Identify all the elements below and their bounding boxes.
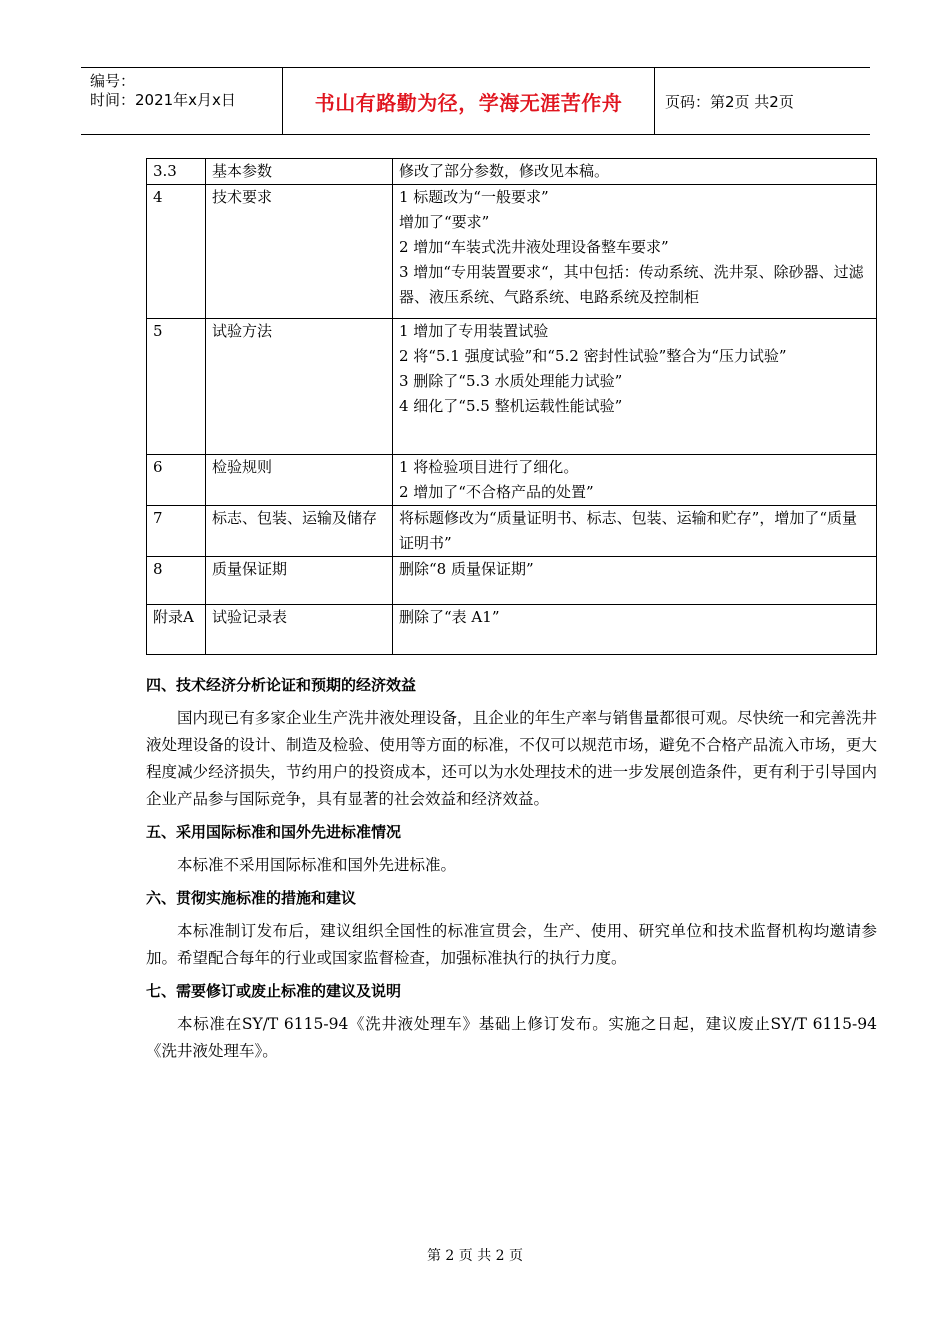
section-heading: 六、贯彻实施标准的措施和建议 <box>146 889 357 907</box>
row-number: 7 <box>147 506 206 557</box>
row-number: 3.3 <box>147 159 206 185</box>
section-paragraph: 本标准制订发布后，建议组织全国性的标准宣贯会，生产、使用、研究单位和技术监督机构均邀请参加。希望配合每年的行业或国家监督检查，加强标准执行的执行力度。 <box>146 922 877 967</box>
change-line: 3 增加“专用装置要求“，其中包括：传动系统、洗井泵、除砂器、过滤器、液压系统、气路系统、电路系统及控制柜 <box>399 263 864 306</box>
section-heading: 五、采用国际标准和国外先进标准情况 <box>146 823 402 841</box>
table-row <box>147 506 877 557</box>
row-number: 8 <box>147 557 206 605</box>
document-date-label: 时间：2021年x月x日 <box>90 91 236 109</box>
header-motto: 书山有路勤为径，学海无涯苦作舟 <box>283 68 655 134</box>
section-paragraph: 国内现已有多家企业生产洗井液处理设备，且企业的年生产率与销售量都很可观。尽快统一和完善洗井液处理设备的设计、制造及检验、使用等方面的标准，不仅可以规范市场，避免不合格产品流入市场，更大程度减少经济损失，节约用户的投资成本，还可以为水处理技术的进一步发展创造条件，更有利于引导国内企业产品参与国际竞争，具有显著的社会效益和经济效益。 <box>146 709 877 808</box>
table-row <box>147 557 877 605</box>
table-row <box>147 455 877 506</box>
row-changes <box>393 455 877 506</box>
change-line: 将标题修改为“质量证明书、标志、包装、运输和贮存”，增加了“质量证明书” <box>399 509 858 552</box>
revision-table <box>146 158 877 655</box>
change-line: 删除了“表 A1” <box>399 608 500 626</box>
row-number: 5 <box>147 319 206 455</box>
document-body <box>146 672 877 1071</box>
section-heading: 四、技术经济分析论证和预期的经济效益 <box>146 676 417 694</box>
row-number: 6 <box>147 455 206 506</box>
revision-table-body <box>147 159 877 655</box>
page-footer: 第 2 页 共 2 页 <box>426 1248 524 1264</box>
change-line: 2 增加了“不合格产品的处置” <box>399 483 594 501</box>
section-paragraph: 本标准在SY/T 6115-94《洗井液处理车》基础上修订发布。实施之日起，建议废止SY/T 6115-94《洗井液处理车》。 <box>146 1015 877 1060</box>
change-line: 修改了部分参数，修改见本稿。 <box>399 162 610 180</box>
change-line: 4 细化了“5.5 整机运载性能试验” <box>399 397 623 415</box>
table-row <box>147 159 877 185</box>
change-line: 3 删除了“5.3 水质处理能力试验” <box>399 372 623 390</box>
row-item: 标志、包装、运输及储存 <box>206 506 393 557</box>
table-row <box>147 185 877 319</box>
row-item: 基本参数 <box>206 159 393 185</box>
change-line: 1 标题改为“一般要求” <box>399 188 549 206</box>
document-number-label: 编号： <box>90 72 136 90</box>
row-changes <box>393 557 877 605</box>
table-row <box>147 319 877 455</box>
row-item: 检验规则 <box>206 455 393 506</box>
row-changes <box>393 159 877 185</box>
page-header <box>81 67 870 135</box>
change-line: 2 增加“车装式洗井液处理设备整车要求” <box>399 238 669 256</box>
row-changes <box>393 185 877 319</box>
change-line: 增加了“要求” <box>399 213 490 231</box>
row-changes <box>393 605 877 655</box>
row-item: 技术要求 <box>206 185 393 319</box>
row-item: 质量保证期 <box>206 557 393 605</box>
row-item: 试验记录表 <box>206 605 393 655</box>
row-number: 附录A <box>147 605 206 655</box>
change-line: 1 增加了专用装置试验 <box>399 322 549 340</box>
change-line: 删除“8 质量保证期” <box>399 560 534 578</box>
row-number: 4 <box>147 185 206 319</box>
change-line: 2 将“5.1 强度试验”和“5.2 密封性试验”整合为“压力试验” <box>399 347 787 365</box>
header-page-number: 页码：第2页 共2页 <box>665 92 794 111</box>
row-item: 试验方法 <box>206 319 393 455</box>
section-paragraph: 本标准不采用国际标准和国外先进标准。 <box>177 856 457 874</box>
change-line: 1 将检验项目进行了细化。 <box>399 458 579 476</box>
section-heading: 七、需要修订或废止标准的建议及说明 <box>146 982 402 1000</box>
header-meta <box>81 68 283 134</box>
row-changes <box>393 319 877 455</box>
row-changes <box>393 506 877 557</box>
table-row <box>147 605 877 655</box>
